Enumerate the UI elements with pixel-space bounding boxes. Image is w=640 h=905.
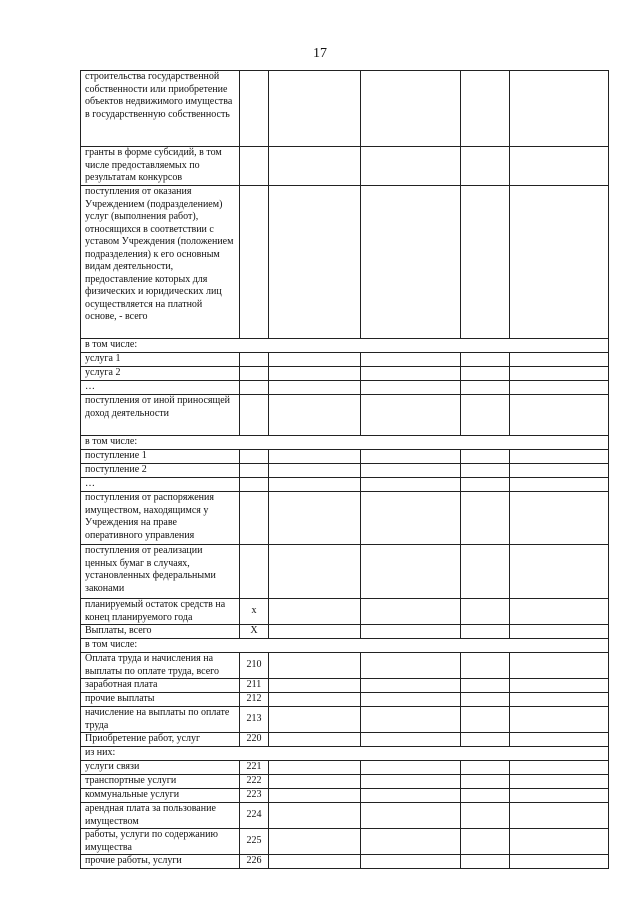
row-label: планируемый остаток средств на конец планируемого года	[81, 599, 240, 625]
value-cell	[510, 803, 609, 829]
value-cell	[461, 381, 510, 395]
page-number: 17	[313, 46, 327, 61]
value-cell	[510, 625, 609, 639]
value-cell	[269, 829, 361, 855]
row-code: 225	[240, 829, 269, 855]
value-cell	[361, 478, 461, 492]
row-code: 223	[240, 789, 269, 803]
value-cell	[510, 775, 609, 789]
table-row	[81, 693, 609, 707]
row-code: Х	[240, 625, 269, 639]
value-cell	[510, 478, 609, 492]
row-code	[240, 545, 269, 599]
row-label: …	[81, 381, 240, 395]
value-cell	[269, 478, 361, 492]
value-cell	[461, 761, 510, 775]
value-cell	[269, 464, 361, 478]
value-cell	[461, 464, 510, 478]
value-cell	[269, 353, 361, 367]
value-cell	[510, 707, 609, 733]
value-cell	[461, 679, 510, 693]
value-cell	[361, 803, 461, 829]
value-cell	[461, 775, 510, 789]
value-cell	[269, 367, 361, 381]
row-label: услуга 2	[81, 367, 240, 381]
value-cell	[361, 855, 461, 869]
table-row	[81, 186, 609, 339]
row-code	[240, 478, 269, 492]
table-row	[81, 653, 609, 679]
value-cell	[510, 147, 609, 186]
value-cell	[361, 761, 461, 775]
value-cell	[461, 693, 510, 707]
row-label: Оплата труда и начисления на выплаты по оплате труда, всего	[81, 653, 240, 679]
value-cell	[361, 775, 461, 789]
row-code: 224	[240, 803, 269, 829]
row-code	[240, 71, 269, 147]
value-cell	[461, 450, 510, 464]
value-cell	[361, 707, 461, 733]
value-cell	[361, 353, 461, 367]
row-label: Выплаты, всего	[81, 625, 240, 639]
value-cell	[461, 829, 510, 855]
row-label: из них:	[81, 747, 609, 761]
value-cell	[461, 186, 510, 339]
value-cell	[361, 492, 461, 545]
row-code: 226	[240, 855, 269, 869]
value-cell	[510, 186, 609, 339]
table-row	[81, 803, 609, 829]
value-cell	[269, 855, 361, 869]
value-cell	[361, 381, 461, 395]
value-cell	[269, 381, 361, 395]
value-cell	[269, 775, 361, 789]
row-code	[240, 353, 269, 367]
row-label: поступления от распоряжения имуществом, находящимся у Учреждения на праве оперативного управления	[81, 492, 240, 545]
table-row	[81, 747, 609, 761]
table-row	[81, 775, 609, 789]
value-cell	[269, 707, 361, 733]
table-row	[81, 147, 609, 186]
value-cell	[461, 71, 510, 147]
row-code: 211	[240, 679, 269, 693]
value-cell	[461, 803, 510, 829]
table-row	[81, 829, 609, 855]
value-cell	[461, 478, 510, 492]
row-code	[240, 381, 269, 395]
value-cell	[361, 829, 461, 855]
value-cell	[510, 381, 609, 395]
value-cell	[361, 693, 461, 707]
value-cell	[269, 733, 361, 747]
row-code: 212	[240, 693, 269, 707]
value-cell	[461, 625, 510, 639]
value-cell	[461, 789, 510, 803]
row-label: поступления от реализации ценных бумаг в случаях, установленных федеральными законами	[81, 545, 240, 599]
value-cell	[269, 653, 361, 679]
value-cell	[361, 186, 461, 339]
value-cell	[269, 186, 361, 339]
row-label: транспортные услуги	[81, 775, 240, 789]
row-code	[240, 395, 269, 436]
value-cell	[510, 367, 609, 381]
table-row	[81, 492, 609, 545]
value-cell	[361, 733, 461, 747]
row-code: 213	[240, 707, 269, 733]
table-row	[81, 789, 609, 803]
value-cell	[461, 855, 510, 869]
table-row	[81, 855, 609, 869]
value-cell	[510, 545, 609, 599]
table-row	[81, 395, 609, 436]
value-cell	[510, 829, 609, 855]
value-cell	[361, 789, 461, 803]
row-label: поступления от иной приносящей доход деятельности	[81, 395, 240, 436]
table-body	[81, 71, 609, 869]
value-cell	[461, 545, 510, 599]
value-cell	[361, 545, 461, 599]
value-cell	[269, 693, 361, 707]
value-cell	[461, 353, 510, 367]
value-cell	[269, 545, 361, 599]
value-cell	[361, 625, 461, 639]
table-row	[81, 707, 609, 733]
value-cell	[461, 653, 510, 679]
row-code	[240, 367, 269, 381]
value-cell	[461, 707, 510, 733]
row-label: услуга 1	[81, 353, 240, 367]
table-row	[81, 625, 609, 639]
value-cell	[461, 395, 510, 436]
table-row	[81, 71, 609, 147]
value-cell	[510, 761, 609, 775]
value-cell	[361, 599, 461, 625]
value-cell	[269, 679, 361, 693]
row-code: 221	[240, 761, 269, 775]
value-cell	[510, 693, 609, 707]
value-cell	[269, 492, 361, 545]
value-cell	[269, 761, 361, 775]
row-label: заработная плата	[81, 679, 240, 693]
row-label: арендная плата за пользование имуществом	[81, 803, 240, 829]
row-label: в том числе:	[81, 639, 609, 653]
row-code	[240, 147, 269, 186]
value-cell	[361, 653, 461, 679]
table-row	[81, 478, 609, 492]
value-cell	[510, 395, 609, 436]
value-cell	[269, 71, 361, 147]
row-label: поступление 1	[81, 450, 240, 464]
value-cell	[510, 653, 609, 679]
table-row	[81, 761, 609, 775]
row-code: х	[240, 599, 269, 625]
table-row	[81, 367, 609, 381]
value-cell	[361, 367, 461, 381]
value-cell	[361, 464, 461, 478]
table-row	[81, 436, 609, 450]
value-cell	[461, 367, 510, 381]
row-label: прочие работы, услуги	[81, 855, 240, 869]
value-cell	[361, 147, 461, 186]
value-cell	[510, 450, 609, 464]
table-row	[81, 450, 609, 464]
row-label: строительства государственной собственности или приобретение объектов недвижимого имущества в государственную собственность	[81, 71, 240, 147]
table-row	[81, 599, 609, 625]
table-row	[81, 353, 609, 367]
row-code	[240, 450, 269, 464]
value-cell	[269, 803, 361, 829]
table-row	[81, 464, 609, 478]
row-code	[240, 464, 269, 478]
value-cell	[510, 679, 609, 693]
value-cell	[461, 147, 510, 186]
row-label: поступления от оказания Учреждением (подразделением) услуг (выполнения работ), относящихся в соответствии с уставом Учреждения (положением подразделения) к его основным видам деятельности, предоставление которых для физических и юридических лиц осуществляется на платной основе, - всего	[81, 186, 240, 339]
row-label: Приобретение работ, услуг	[81, 733, 240, 747]
table-row	[81, 639, 609, 653]
value-cell	[461, 492, 510, 545]
value-cell	[269, 789, 361, 803]
value-cell	[269, 395, 361, 436]
value-cell	[510, 71, 609, 147]
value-cell	[510, 599, 609, 625]
value-cell	[361, 679, 461, 693]
value-cell	[510, 492, 609, 545]
row-code: 210	[240, 653, 269, 679]
row-label: в том числе:	[81, 436, 609, 450]
row-label: услуги связи	[81, 761, 240, 775]
row-label: начисление на выплаты по оплате труда	[81, 707, 240, 733]
table-row	[81, 679, 609, 693]
table-row	[81, 545, 609, 599]
table-row	[81, 381, 609, 395]
value-cell	[269, 599, 361, 625]
row-code: 222	[240, 775, 269, 789]
value-cell	[269, 625, 361, 639]
value-cell	[510, 789, 609, 803]
value-cell	[510, 464, 609, 478]
row-label: коммунальные услуги	[81, 789, 240, 803]
row-label: …	[81, 478, 240, 492]
value-cell	[510, 855, 609, 869]
value-cell	[510, 733, 609, 747]
row-label: в том числе:	[81, 339, 609, 353]
value-cell	[461, 733, 510, 747]
row-code	[240, 492, 269, 545]
row-label: гранты в форме субсидий, в том числе предоставляемых по результатам конкурсов	[81, 147, 240, 186]
row-code: 220	[240, 733, 269, 747]
value-cell	[361, 395, 461, 436]
table-row	[81, 733, 609, 747]
value-cell	[269, 450, 361, 464]
row-code	[240, 186, 269, 339]
value-cell	[269, 147, 361, 186]
value-cell	[510, 353, 609, 367]
row-label: работы, услуги по содержанию имущества	[81, 829, 240, 855]
financial-plan-table	[80, 70, 609, 869]
table-row	[81, 339, 609, 353]
value-cell	[361, 71, 461, 147]
value-cell	[461, 599, 510, 625]
value-cell	[361, 450, 461, 464]
row-label: поступление 2	[81, 464, 240, 478]
row-label: прочие выплаты	[81, 693, 240, 707]
